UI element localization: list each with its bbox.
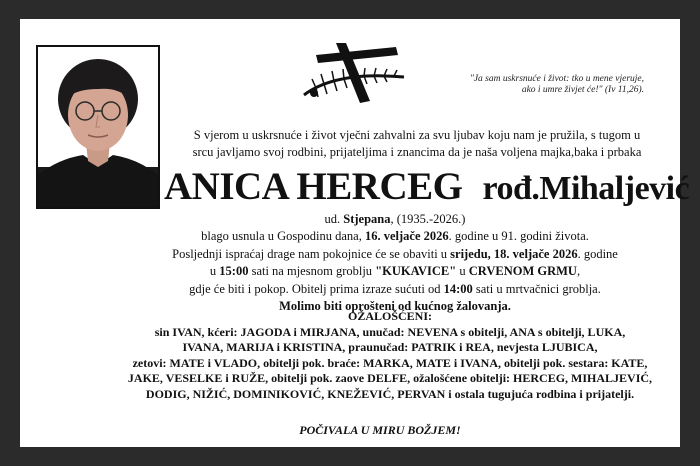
town-name: CRVENOM GRMU bbox=[468, 264, 577, 279]
condolence-time: 14:00 bbox=[443, 281, 473, 296]
funeral-line: Posljednji ispraćaj drage nam pokojnice će se obaviti u srijedu, 18. veljače 2026. godine bbox=[172, 246, 618, 261]
maiden-name: rođ.Mihaljević bbox=[482, 170, 690, 207]
announcement-body bbox=[130, 211, 660, 315]
mourners-line: sin IVAN, kćeri: JAGODA i MIRJANA, unučad: NEVENA s obitelji, ANA s obitelji, LUKA, bbox=[154, 324, 626, 339]
funeral-date: srijedu, 18. veljače 2026 bbox=[450, 246, 578, 261]
mourners-list bbox=[100, 309, 680, 403]
deceased-name bbox=[164, 165, 690, 211]
mourners-line: DODIG, NIŽIĆ, DOMINIKOVIĆ, KNEŽEVIĆ, PERVAN i ostala tugujuća rodbina i prijatelji. bbox=[145, 386, 635, 401]
intro-line: srcu javljamo svoj rodbini, prijateljima i znancima da je naša voljena majka,baka i prbaka bbox=[192, 145, 642, 159]
funeral-time: 15:00 bbox=[219, 264, 249, 279]
full-name: ANICA HERCEG bbox=[164, 165, 463, 208]
condolence-line: gdje će biti i pokop. Obitelj prima izraze sućuti od 14:00 sati u mrtvačnici groblja. bbox=[189, 281, 601, 296]
death-date: 16. veljače 2026 bbox=[364, 229, 449, 244]
portrait-photo bbox=[36, 45, 160, 209]
quote-line: ako i umre živjet će!" (Iv 11,26). bbox=[521, 85, 644, 95]
cross-icon bbox=[296, 41, 420, 105]
intro-text bbox=[168, 127, 666, 161]
mourners-line: IVANA, MARIJA i KRISTINA, praunučad: PATRIK i REA, nevjesta LJUBICA, bbox=[182, 340, 598, 355]
location-line: u 15:00 sati na mjesnom groblju "KUKAVICE" u CRVENOM GRMU, bbox=[209, 264, 581, 279]
quote-line: "Ja sam uskrsnuće i život: tko u mene vjeruje, bbox=[469, 74, 644, 84]
mourners-line: JAKE, VESELKE i RUŽE, obitelji pok. zaove DELFE, ožalošćene obitelji: HERCEG, MIHALJEVIĆ, bbox=[127, 371, 653, 386]
intro-line: S vjerom u uskrsnuće i život vječni zahvalni za svu ljubav koju nam je pružila, s tugom u bbox=[193, 128, 641, 142]
closing-blessing: POČIVALA U MIRU BOŽJEM! bbox=[299, 423, 461, 437]
mourners-title: OŽALOŠĆENI: bbox=[347, 309, 433, 323]
mourners-line: zetovi: MATE i VLADO, obitelji pok. braće: MARKA, MATE i IVANA, obitelji pok. sestara: KATE, bbox=[132, 355, 648, 370]
husband-name: Stjepana bbox=[343, 212, 391, 226]
widow-line: ud. Stjepana, (1935.-2026.) bbox=[324, 212, 466, 226]
obituary-card bbox=[20, 19, 690, 447]
request-line: Molimo biti oprošteni od kućnog žalovanja. bbox=[279, 299, 511, 314]
death-line: blago usnula u Gospodinu dana, 16. veljače 2026. godine u 91. godini života. bbox=[201, 229, 589, 244]
cemetery-name: "KUKAVICE" bbox=[375, 264, 457, 279]
bible-quote bbox=[438, 74, 644, 96]
life-years: , (1935.-2026.) bbox=[390, 212, 466, 226]
